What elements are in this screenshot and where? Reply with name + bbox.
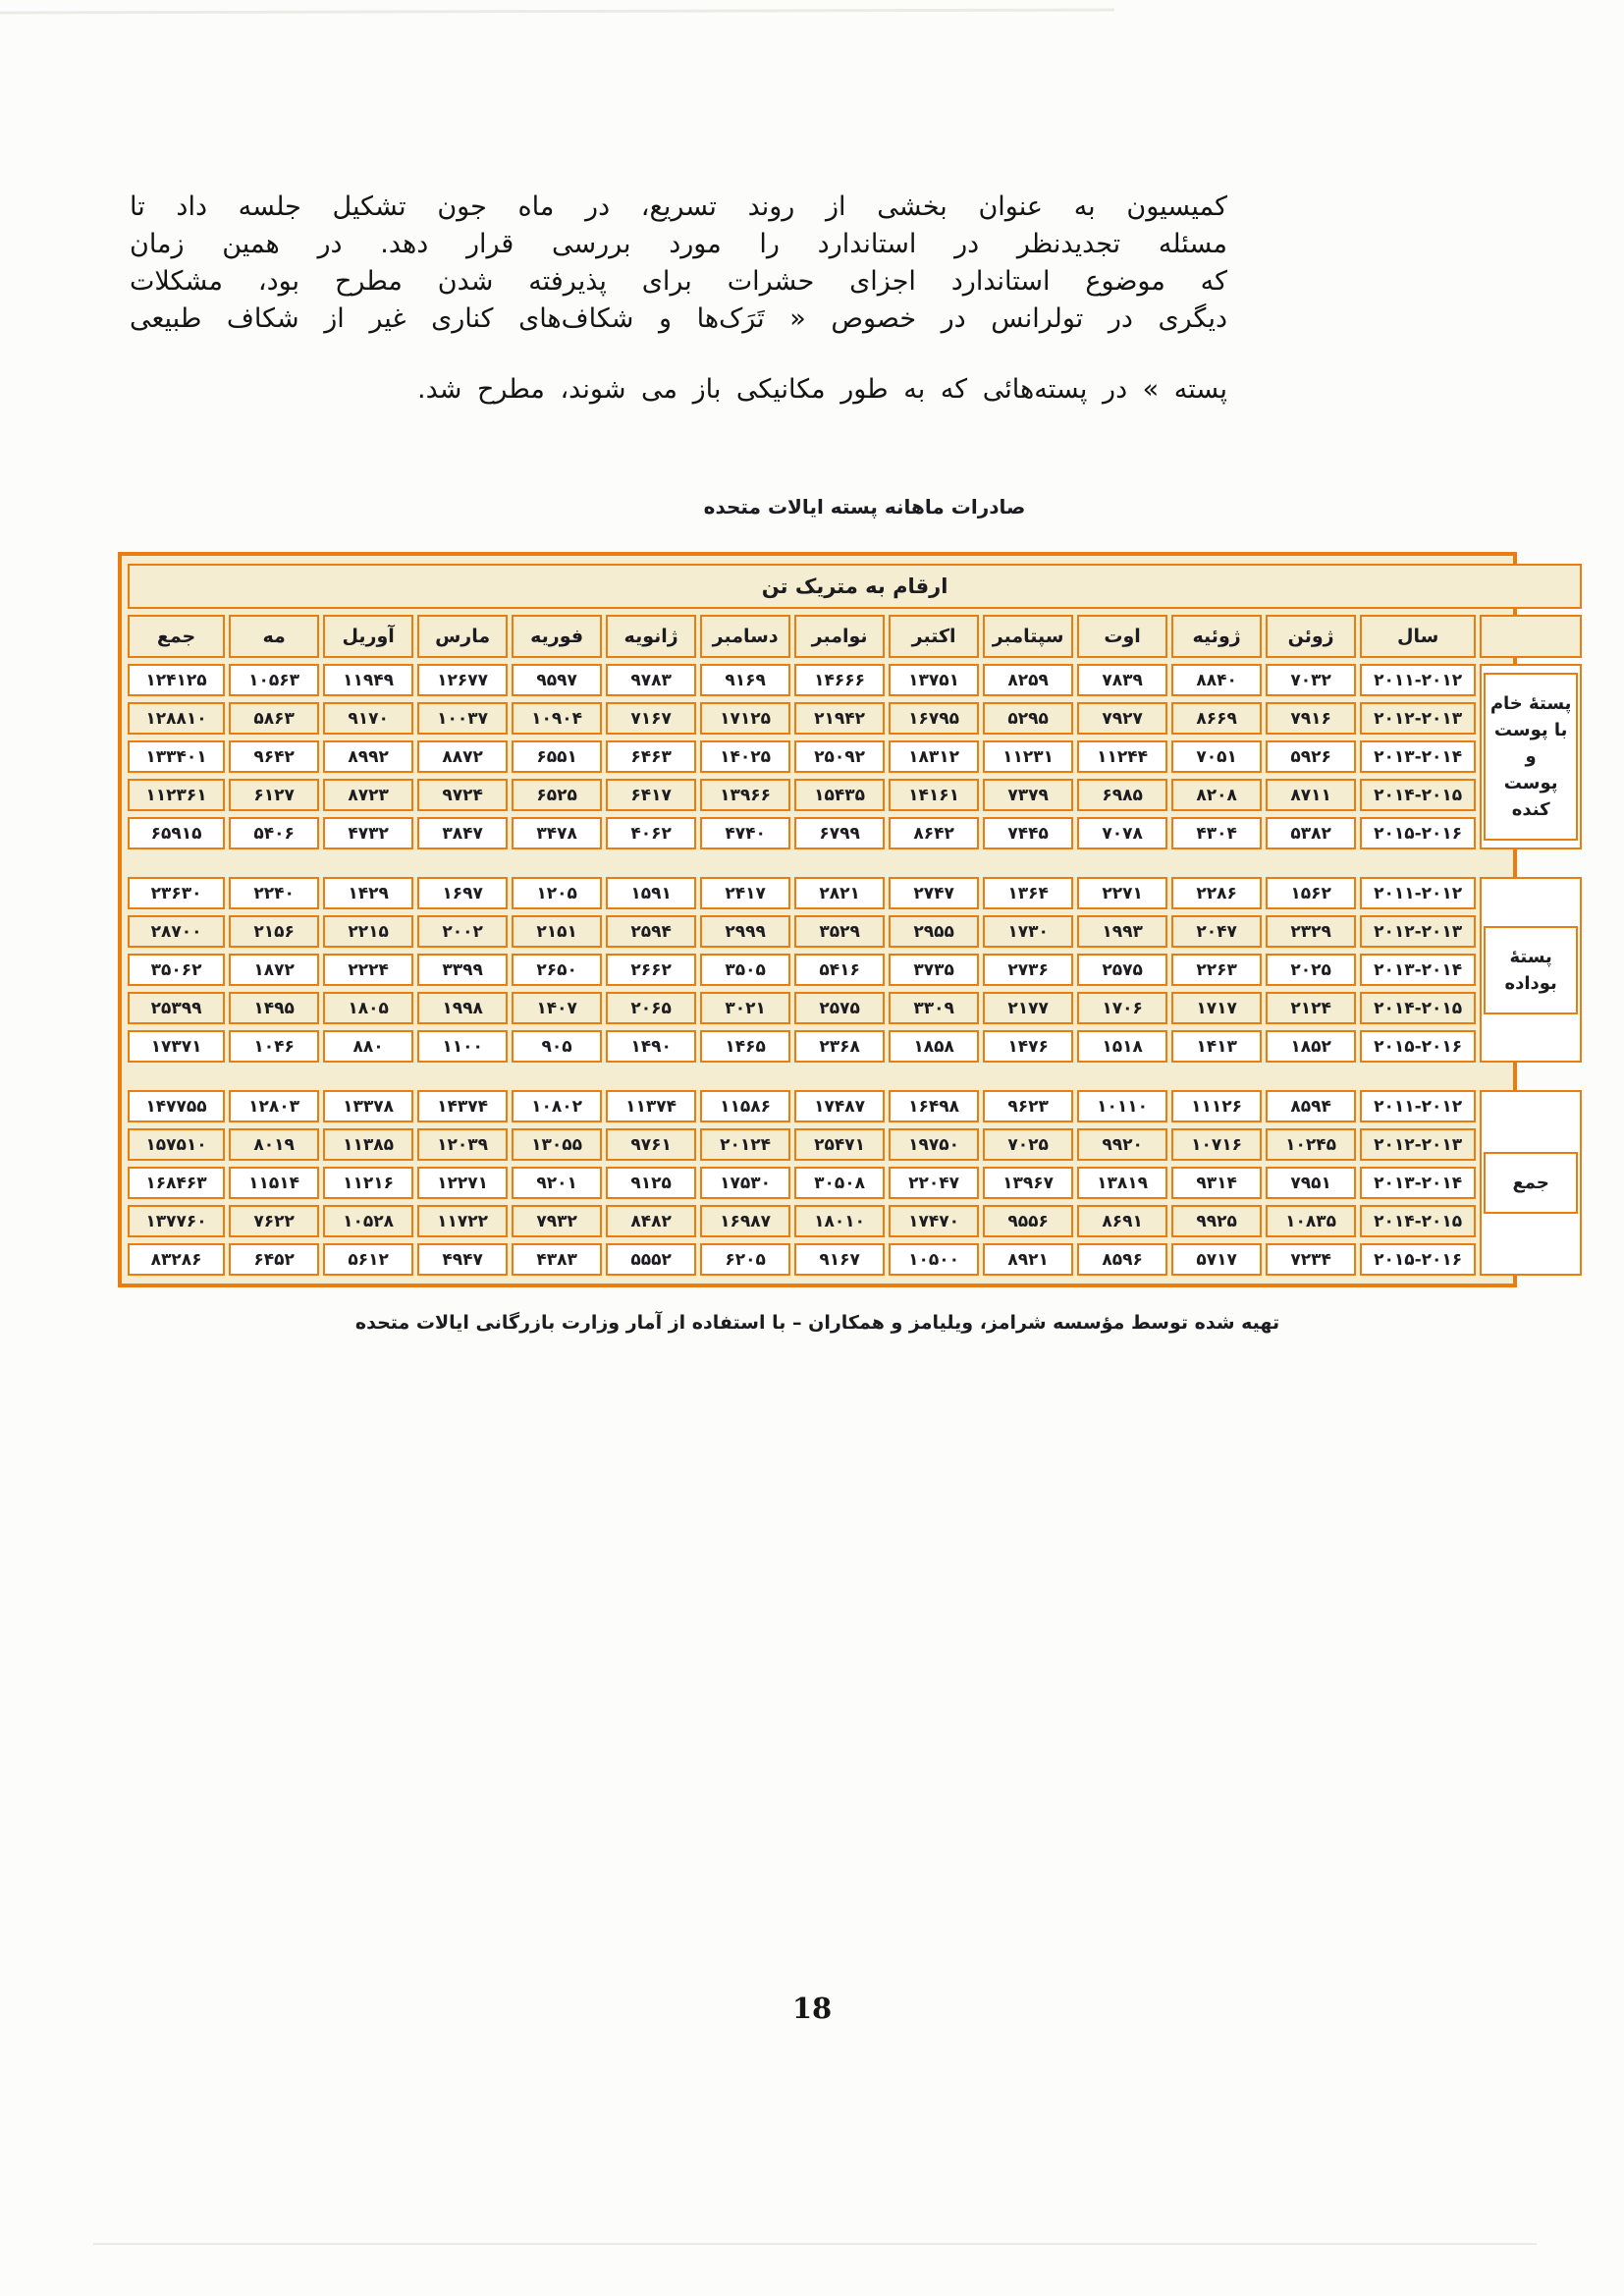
group-separator [128, 1068, 1582, 1084]
table-cell: ۵۴۰۶ [229, 817, 319, 849]
year-cell: ۲۰۱۴-۲۰۱۵ [1360, 779, 1476, 811]
table-cell: ۱۸۷۲ [229, 954, 319, 986]
paragraph-line: پسته » در پسته‌هائی که به طور مکانیکی باز می شوند، مطرح شد. [416, 374, 1227, 405]
units-header: ارقام به متریک تن [128, 564, 1582, 609]
table-cell: ۱۳۶۴ [983, 877, 1073, 909]
table-cell: ۱۳۸۱۹ [1077, 1167, 1167, 1199]
column-header: فوریه [512, 615, 602, 658]
table-cell: ۲۰۰۲ [417, 915, 508, 948]
table-cell: ۵۴۱۶ [794, 954, 885, 986]
table-cell: ۷۰۷۸ [1077, 817, 1167, 849]
table-cell: ۱۰۰۳۷ [417, 702, 508, 735]
column-header: مارس [417, 615, 508, 658]
table-cell: ۱۵۶۲ [1266, 877, 1356, 909]
table-cell: ۸۹۲۱ [983, 1243, 1073, 1276]
table-cell: ۱۶۴۹۸ [889, 1090, 979, 1122]
table-row [128, 1090, 1582, 1122]
table-title: صادرات ماهانه پسته ایالات متحده [703, 495, 1026, 519]
table-cell: ۲۸۲۱ [794, 877, 885, 909]
table-cell: ۵۲۹۵ [983, 702, 1073, 735]
table-cell: ۱۸۰۵ [323, 992, 413, 1024]
table-cell: ۹۱۶۷ [794, 1243, 885, 1276]
group-separator-row [128, 855, 1582, 871]
row-total-cell: ۲۸۷۰۰ [128, 915, 225, 948]
table-cell: ۲۷۴۷ [889, 877, 979, 909]
table-cell: ۸۴۸۲ [606, 1205, 696, 1237]
row-total-cell: ۶۵۹۱۵ [128, 817, 225, 849]
table-cell: ۳۵۲۹ [794, 915, 885, 948]
table-cell: ۱۱۲۱۶ [323, 1167, 413, 1199]
table-cell: ۱۳۳۷۸ [323, 1090, 413, 1122]
table-row [128, 740, 1582, 773]
table-cell: ۸۸۴۰ [1171, 664, 1262, 696]
table-cell: ۳۰۵۰۸ [794, 1167, 885, 1199]
column-header: اکتبر [889, 615, 979, 658]
table-row [128, 877, 1582, 909]
table-cell: ۶۹۸۵ [1077, 779, 1167, 811]
table-cell: ۱۳۰۵۵ [512, 1128, 602, 1161]
row-total-cell: ۱۲۸۸۱۰ [128, 702, 225, 735]
table-cell: ۷۹۲۷ [1077, 702, 1167, 735]
table-row [128, 1167, 1582, 1199]
row-total-cell: ۱۷۳۷۱ [128, 1030, 225, 1063]
table-row [128, 915, 1582, 948]
table-cell: ۱۷۱۲۵ [700, 702, 790, 735]
year-cell: ۲۰۱۳-۲۰۱۴ [1360, 740, 1476, 773]
table-cell: ۱۴۶۶۶ [794, 664, 885, 696]
table-cell: ۹۵۵۶ [983, 1205, 1073, 1237]
monthly-exports-table [124, 558, 1586, 1282]
row-total-cell: ۱۳۷۷۶۰ [128, 1205, 225, 1237]
table-cell: ۲۰۱۲۴ [700, 1128, 790, 1161]
table-cell: ۱۱۹۴۹ [323, 664, 413, 696]
row-group-label-line: پستهٔ [1509, 946, 1552, 967]
table-row [128, 1205, 1582, 1237]
table-cell: ۱۷۴۷۰ [889, 1205, 979, 1237]
year-cell: ۲۰۱۵-۲۰۱۶ [1360, 1030, 1476, 1063]
table-row [128, 702, 1582, 735]
row-group-label-line: پستهٔ خام [1489, 693, 1572, 714]
table-cell: ۸۸۰ [323, 1030, 413, 1063]
table-cell: ۱۲۰۵ [512, 877, 602, 909]
table-cell: ۸۶۶۹ [1171, 702, 1262, 735]
table-cell: ۲۰۶۵ [606, 992, 696, 1024]
table-cell: ۶۱۲۷ [229, 779, 319, 811]
table-cell: ۱۰۵۰۰ [889, 1243, 979, 1276]
table-row [128, 779, 1582, 811]
table-cell: ۱۷۵۳۰ [700, 1167, 790, 1199]
year-cell: ۲۰۱۳-۲۰۱۴ [1360, 954, 1476, 986]
column-header: دسامبر [700, 615, 790, 658]
table-cell: ۹۶۴۲ [229, 740, 319, 773]
table-cell: ۷۹۳۲ [512, 1205, 602, 1237]
row-group-label-line: با پوست و [1493, 720, 1568, 767]
column-header: جمع [128, 615, 225, 658]
table-row [128, 1030, 1582, 1063]
table-cell: ۲۱۷۷ [983, 992, 1073, 1024]
column-header: سپتامبر [983, 615, 1073, 658]
table-cell: ۱۵۹۱ [606, 877, 696, 909]
table-cell: ۲۵۷۵ [1077, 954, 1167, 986]
table-cell: ۳۷۳۵ [889, 954, 979, 986]
table-cell: ۶۴۱۷ [606, 779, 696, 811]
table-row [128, 992, 1582, 1024]
table-cell: ۳۵۰۵ [700, 954, 790, 986]
table-cell: ۷۲۳۴ [1266, 1243, 1356, 1276]
page-number: 18 [791, 1992, 833, 2025]
table-cell: ۱۳۷۵۱ [889, 664, 979, 696]
table-cell: ۵۳۸۲ [1266, 817, 1356, 849]
row-group-label-line: پوست کنده [1503, 773, 1558, 820]
table-cell: ۱۰۷۱۶ [1171, 1128, 1262, 1161]
table-cell: ۷۳۷۹ [983, 779, 1073, 811]
table-cell: ۱۴۶۵ [700, 1030, 790, 1063]
table-cell: ۱۱۱۲۶ [1171, 1090, 1262, 1122]
table-cell: ۳۳۹۹ [417, 954, 508, 986]
year-cell: ۲۰۱۲-۲۰۱۳ [1360, 915, 1476, 948]
table-cell: ۵۵۵۲ [606, 1243, 696, 1276]
row-group-label-line: بوداده [1504, 972, 1557, 994]
table-cell: ۷۰۲۵ [983, 1128, 1073, 1161]
table-cell: ۱۴۷۶ [983, 1030, 1073, 1063]
table-cell: ۱۹۹۳ [1077, 915, 1167, 948]
table-cell: ۱۴۱۶۱ [889, 779, 979, 811]
units-header-row [128, 564, 1582, 609]
table-cell: ۵۹۲۶ [1266, 740, 1356, 773]
table-cell: ۲۲۴۰ [229, 877, 319, 909]
row-total-cell: ۲۳۶۳۰ [128, 877, 225, 909]
table-cell: ۴۰۶۲ [606, 817, 696, 849]
table-cell: ۱۸۵۲ [1266, 1030, 1356, 1063]
column-header: ژانویه [606, 615, 696, 658]
table-cell: ۱۱۵۸۶ [700, 1090, 790, 1122]
column-header-row [128, 615, 1582, 658]
table-cell: ۲۳۲۹ [1266, 915, 1356, 948]
paragraph-line: که موضوع استاندارد اجزای حشرات برای پذیرفته شدن مطرح بود، مشکلات [130, 266, 1227, 297]
table-cell: ۱۸۳۱۲ [889, 740, 979, 773]
group-separator-row [128, 1068, 1582, 1084]
table-cell: ۳۸۴۷ [417, 817, 508, 849]
row-total-cell: ۲۵۳۹۹ [128, 992, 225, 1024]
table-cell: ۸۷۱۱ [1266, 779, 1356, 811]
year-cell: ۲۰۱۴-۲۰۱۵ [1360, 992, 1476, 1024]
table-cell: ۸۷۲۳ [323, 779, 413, 811]
table-cell: ۸۶۴۲ [889, 817, 979, 849]
table-cell: ۷۸۳۹ [1077, 664, 1167, 696]
table-cell: ۱۰۸۳۵ [1266, 1205, 1356, 1237]
table-cell: ۱۴۹۰ [606, 1030, 696, 1063]
table-cell: ۱۰۲۴۵ [1266, 1128, 1356, 1161]
paragraph-line: کمیسیون به عنوان بخشی از روند تسریع، در ماه جون تشکیل جلسه داد تا [130, 191, 1227, 222]
table-cell: ۲۹۵۵ [889, 915, 979, 948]
table-row [128, 817, 1582, 849]
table-cell: ۱۰۴۶ [229, 1030, 319, 1063]
table-cell: ۳۳۰۹ [889, 992, 979, 1024]
table-cell: ۲۱۵۶ [229, 915, 319, 948]
table-cell: ۲۶۵۰ [512, 954, 602, 986]
table-cell: ۲۶۶۲ [606, 954, 696, 986]
table-cell: ۱۲۲۷۱ [417, 1167, 508, 1199]
year-cell: ۲۰۱۱-۲۰۱۲ [1360, 1090, 1476, 1122]
table-cell: ۱۱۵۱۴ [229, 1167, 319, 1199]
year-cell: ۲۰۱۳-۲۰۱۴ [1360, 1167, 1476, 1199]
table-cell: ۵۶۱۲ [323, 1243, 413, 1276]
table-cell: ۱۳۹۶۷ [983, 1167, 1073, 1199]
table-cell: ۲۰۲۵ [1266, 954, 1356, 986]
table-cell: ۲۲۶۳ [1171, 954, 1262, 986]
group-separator [128, 855, 1582, 871]
table-cell: ۶۲۰۵ [700, 1243, 790, 1276]
table-cell: ۱۱۲۴۴ [1077, 740, 1167, 773]
table-cell: ۱۸۵۸ [889, 1030, 979, 1063]
paragraph-line: مسئله تجدیدنظر در استاندارد را مورد بررسی قرار دهد. در همین زمان [130, 229, 1227, 259]
table-row [128, 954, 1582, 986]
table-cell: ۱۷۳۰ [983, 915, 1073, 948]
column-header: ژوئن [1266, 615, 1356, 658]
table-cell: ۷۶۲۲ [229, 1205, 319, 1237]
year-cell: ۲۰۱۲-۲۰۱۳ [1360, 1128, 1476, 1161]
scan-artifact-line-top [0, 9, 1114, 15]
table-cell: ۷۹۱۶ [1266, 702, 1356, 735]
table-cell: ۲۵۹۴ [606, 915, 696, 948]
table-cell: ۱۲۶۷۷ [417, 664, 508, 696]
table-cell: ۳۴۷۸ [512, 817, 602, 849]
row-group-label [1480, 1090, 1582, 1276]
table-cell: ۷۱۶۷ [606, 702, 696, 735]
column-header: سال [1360, 615, 1476, 658]
table-cell: ۲۷۳۶ [983, 954, 1073, 986]
table-cell: ۱۲۰۳۹ [417, 1128, 508, 1161]
table-cell: ۸۵۹۶ [1077, 1243, 1167, 1276]
year-cell: ۲۰۱۵-۲۰۱۶ [1360, 817, 1476, 849]
row-group-label-box [1484, 926, 1578, 1014]
table-cell: ۱۱۳۸۵ [323, 1128, 413, 1161]
table-cell: ۱۱۲۳۱ [983, 740, 1073, 773]
table-cell: ۲۲۲۴ [323, 954, 413, 986]
paragraph-line: دیگری در تولرانس در خصوص « تَرَک‌ها و شکاف‌های کناری غیر از شکاف طبیعی [130, 303, 1227, 334]
table-cell: ۹۹۲۰ [1077, 1128, 1167, 1161]
table-cell: ۴۷۴۰ [700, 817, 790, 849]
group-label-column-header [1480, 615, 1582, 658]
table-cell: ۱۱۷۲۲ [417, 1205, 508, 1237]
table-cell: ۶۴۶۳ [606, 740, 696, 773]
table-cell: ۲۳۶۸ [794, 1030, 885, 1063]
table-cell: ۱۴۲۹ [323, 877, 413, 909]
table-cell: ۲۲۱۵ [323, 915, 413, 948]
table-cell: ۴۳۸۳ [512, 1243, 602, 1276]
year-cell: ۲۰۱۱-۲۰۱۲ [1360, 877, 1476, 909]
table-cell: ۳۰۲۱ [700, 992, 790, 1024]
table-cell: ۷۰۵۱ [1171, 740, 1262, 773]
table-cell: ۱۱۳۷۴ [606, 1090, 696, 1122]
row-total-cell: ۱۵۷۵۱۰ [128, 1128, 225, 1161]
table-cell: ۲۲۸۶ [1171, 877, 1262, 909]
table-cell: ۹۱۶۹ [700, 664, 790, 696]
table-cell: ۲۱۹۴۲ [794, 702, 885, 735]
table-cell: ۸۲۰۸ [1171, 779, 1262, 811]
table-cell: ۸۸۷۲ [417, 740, 508, 773]
table-cell: ۲۴۱۷ [700, 877, 790, 909]
column-header: ژوئیه [1171, 615, 1262, 658]
table-cell: ۹۲۰۱ [512, 1167, 602, 1199]
column-header: نوامبر [794, 615, 885, 658]
table-cell: ۸۰۱۹ [229, 1128, 319, 1161]
table-cell: ۱۹۷۵۰ [889, 1128, 979, 1161]
row-total-cell: ۸۳۲۸۶ [128, 1243, 225, 1276]
table-cell: ۱۰۸۰۲ [512, 1090, 602, 1122]
table-caption: تهیه شده توسط مؤسسه شرامز، ویلیامز و همکاران – با استفاده از آمار وزارت بازرگانی ایالات متحده [354, 1312, 1280, 1334]
table-cell: ۹۱۷۰ [323, 702, 413, 735]
table-cell: ۵۷۱۷ [1171, 1243, 1262, 1276]
table-cell: ۹۰۵ [512, 1030, 602, 1063]
table-cell: ۱۰۵۶۳ [229, 664, 319, 696]
row-group-label [1480, 664, 1582, 849]
table-cell: ۱۴۳۷۴ [417, 1090, 508, 1122]
row-total-cell: ۱۶۸۴۶۳ [128, 1167, 225, 1199]
table-cell: ۲۱۲۴ [1266, 992, 1356, 1024]
year-cell: ۲۰۱۵-۲۰۱۶ [1360, 1243, 1476, 1276]
table-cell: ۴۹۴۷ [417, 1243, 508, 1276]
table-cell: ۲۱۵۱ [512, 915, 602, 948]
table-cell: ۱۰۱۱۰ [1077, 1090, 1167, 1122]
row-total-cell: ۱۳۳۴۰۱ [128, 740, 225, 773]
table-cell: ۹۷۲۴ [417, 779, 508, 811]
year-cell: ۲۰۱۴-۲۰۱۵ [1360, 1205, 1476, 1237]
table-cell: ۹۵۹۷ [512, 664, 602, 696]
table-cell: ۹۹۲۵ [1171, 1205, 1262, 1237]
table-cell: ۷۰۳۲ [1266, 664, 1356, 696]
table-cell: ۲۵۴۷۱ [794, 1128, 885, 1161]
table-cell: ۷۴۴۵ [983, 817, 1073, 849]
table-cell: ۶۷۹۹ [794, 817, 885, 849]
table-cell: ۴۳۰۴ [1171, 817, 1262, 849]
table-cell: ۱۴۰۷ [512, 992, 602, 1024]
table-cell: ۱۷۴۸۷ [794, 1090, 885, 1122]
table-cell: ۱۰۹۰۴ [512, 702, 602, 735]
table-cell: ۹۶۲۳ [983, 1090, 1073, 1122]
table-cell: ۴۷۳۲ [323, 817, 413, 849]
table-cell: ۸۵۹۴ [1266, 1090, 1356, 1122]
table-cell: ۱۷۰۶ [1077, 992, 1167, 1024]
row-total-cell: ۳۵۰۶۲ [128, 954, 225, 986]
table-row [128, 664, 1582, 696]
table-cell: ۱۵۴۳۵ [794, 779, 885, 811]
table-cell: ۱۶۷۹۵ [889, 702, 979, 735]
table-cell: ۵۸۶۳ [229, 702, 319, 735]
row-group-label [1480, 877, 1582, 1063]
table-cell: ۲۲۷۱ [1077, 877, 1167, 909]
table-cell: ۲۰۴۷ [1171, 915, 1262, 948]
table-cell: ۹۷۸۳ [606, 664, 696, 696]
table-cell: ۱۷۱۷ [1171, 992, 1262, 1024]
body-paragraph [130, 189, 1227, 409]
scan-artifact-line-bottom [93, 2243, 1537, 2245]
table-cell: ۲۹۹۹ [700, 915, 790, 948]
table-cell: ۱۴۱۳ [1171, 1030, 1262, 1063]
table-cell: ۶۴۵۲ [229, 1243, 319, 1276]
table-cell: ۶۵۵۱ [512, 740, 602, 773]
row-group-label-line: جمع [1512, 1173, 1549, 1193]
table-cell: ۹۳۱۴ [1171, 1167, 1262, 1199]
year-cell: ۲۰۱۲-۲۰۱۳ [1360, 702, 1476, 735]
column-header: اوت [1077, 615, 1167, 658]
table-row [128, 1128, 1582, 1161]
table-cell: ۱۹۹۸ [417, 992, 508, 1024]
table-cell: ۱۴۰۲۵ [700, 740, 790, 773]
column-header: مه [229, 615, 319, 658]
table-cell: ۸۲۵۹ [983, 664, 1073, 696]
row-total-cell: ۱۲۴۱۲۵ [128, 664, 225, 696]
table-cell: ۱۶۹۷ [417, 877, 508, 909]
table-cell: ۱۵۱۸ [1077, 1030, 1167, 1063]
table-cell: ۲۵۰۹۲ [794, 740, 885, 773]
row-total-cell: ۱۴۷۷۵۵ [128, 1090, 225, 1122]
table-cell: ۱۸۰۱۰ [794, 1205, 885, 1237]
table-cell: ۶۵۲۵ [512, 779, 602, 811]
table-cell: ۸۹۹۲ [323, 740, 413, 773]
row-group-label-box [1484, 673, 1578, 841]
row-group-label-box [1484, 1152, 1578, 1214]
table-cell: ۱۰۵۲۸ [323, 1205, 413, 1237]
table-row [128, 1243, 1582, 1276]
table-cell: ۷۹۵۱ [1266, 1167, 1356, 1199]
column-header: آوریل [323, 615, 413, 658]
table-cell: ۱۳۹۶۶ [700, 779, 790, 811]
table-cell: ۹۷۶۱ [606, 1128, 696, 1161]
table-cell: ۱۶۹۸۷ [700, 1205, 790, 1237]
table-cell: ۱۴۹۵ [229, 992, 319, 1024]
table-cell: ۲۵۷۵ [794, 992, 885, 1024]
table-cell: ۱۱۰۰ [417, 1030, 508, 1063]
table-cell: ۱۲۸۰۳ [229, 1090, 319, 1122]
table-cell: ۸۶۹۱ [1077, 1205, 1167, 1237]
year-cell: ۲۰۱۱-۲۰۱۲ [1360, 664, 1476, 696]
table-cell: ۹۱۲۵ [606, 1167, 696, 1199]
table-cell: ۲۲۰۴۷ [889, 1167, 979, 1199]
exports-table-frame [118, 552, 1572, 1287]
row-total-cell: ۱۱۲۳۶۱ [128, 779, 225, 811]
